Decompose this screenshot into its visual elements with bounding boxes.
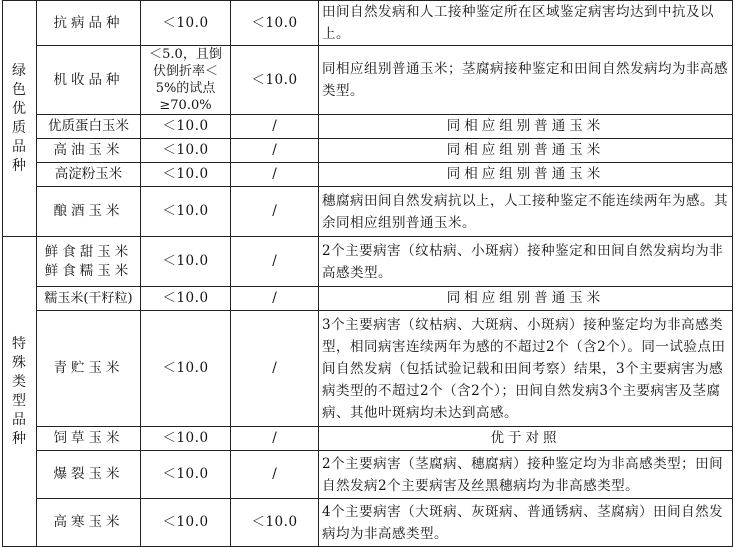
requirement-desc: 田间自然发病和人工接种鉴定所在区域鉴定病害均达到中抗及以上。 bbox=[319, 1, 733, 46]
table-row bbox=[3, 1, 733, 46]
variety-criteria-table bbox=[2, 0, 733, 547]
value-col1: ＜10.0 bbox=[141, 237, 231, 287]
table-row bbox=[3, 187, 733, 237]
requirement-desc: 同相应组别普通玉米 bbox=[319, 163, 733, 187]
variety-name-line: 鲜食甜玉米 bbox=[44, 243, 133, 260]
group-label-green: 绿色优质品种 bbox=[3, 1, 37, 237]
table-row bbox=[3, 163, 733, 187]
group-label-special: 特殊类型品种 bbox=[3, 237, 37, 547]
value-col1: ＜10.0 bbox=[141, 451, 231, 499]
requirement-desc: 同相应组别普通玉米 bbox=[319, 287, 733, 311]
variety-name bbox=[37, 237, 141, 287]
variety-name: 饲草玉米 bbox=[37, 427, 141, 451]
table-row bbox=[3, 499, 733, 547]
requirement-desc: 3个主要病害（纹枯病、大斑病、小斑病）接种鉴定均为非高感类型，相同病害连续两年为感的不超过2个（含2个）。同一试验点田间自然发病（包括试验记载和田间考察）结果，3个主要病害为感病类型的不超过2个（含2个）；田间自然发病3个主要病害及茎腐病、其他叶斑病均未达到高感。 bbox=[319, 311, 733, 427]
value-col2: ＜10.0 bbox=[231, 499, 319, 547]
value-col1: ＜10.0 bbox=[141, 139, 231, 163]
table-row bbox=[3, 287, 733, 311]
value-col1: ＜10.0 bbox=[141, 287, 231, 311]
requirement-desc: 同相应组别普通玉米 bbox=[319, 115, 733, 139]
variety-name: 青贮玉米 bbox=[37, 311, 141, 427]
variety-name: 高淀粉玉米 bbox=[37, 163, 141, 187]
value-col2: ＜10.0 bbox=[231, 1, 319, 46]
requirement-desc: 优于对照 bbox=[319, 427, 733, 451]
value-col1: ＜10.0 bbox=[141, 1, 231, 46]
value-col1: ＜10.0 bbox=[141, 427, 231, 451]
variety-name: 机收品种 bbox=[37, 46, 141, 115]
value-col2: / bbox=[231, 115, 319, 139]
variety-name: 爆裂玉米 bbox=[37, 451, 141, 499]
variety-name: 糯玉米(干籽粒) bbox=[37, 287, 141, 311]
value-col2: / bbox=[231, 287, 319, 311]
value-col2: / bbox=[231, 187, 319, 237]
variety-name: 抗病品种 bbox=[37, 1, 141, 46]
table-row bbox=[3, 451, 733, 499]
value-col1: ＜10.0 bbox=[141, 163, 231, 187]
requirement-desc: 同相应组别普通玉米；茎腐病接种鉴定和田间自然发病均为非高感类型。 bbox=[319, 46, 733, 115]
variety-name: 优质蛋白玉米 bbox=[37, 115, 141, 139]
requirement-desc: 同相应组别普通玉米 bbox=[319, 139, 733, 163]
value-col2: / bbox=[231, 427, 319, 451]
variety-name: 高寒玉米 bbox=[37, 499, 141, 547]
variety-name: 高油玉米 bbox=[37, 139, 141, 163]
value-col2: / bbox=[231, 237, 319, 287]
table-row bbox=[3, 115, 733, 139]
table-row bbox=[3, 237, 733, 287]
value-col1: ＜5.0，且倒伏倒折率＜5%的试点≥70.0% bbox=[141, 46, 231, 115]
requirement-desc: 4个主要病害（大斑病、灰斑病、普通锈病、茎腐病）田间自然发病均为非高感类型。 bbox=[319, 499, 733, 547]
table-row bbox=[3, 311, 733, 427]
value-col1: ＜10.0 bbox=[141, 187, 231, 237]
requirement-desc: 2个主要病害（纹枯病、小斑病）接种鉴定和田间自然发病均为非高感类型。 bbox=[319, 237, 733, 287]
value-col2: / bbox=[231, 163, 319, 187]
value-col2: / bbox=[231, 139, 319, 163]
requirement-desc: 2个主要病害（茎腐病、穗腐病）接种鉴定均为非高感类型；田间自然发病2个主要病害及丝黑穗病均为非高感类型。 bbox=[319, 451, 733, 499]
table-row bbox=[3, 427, 733, 451]
value-col1: ＜10.0 bbox=[141, 311, 231, 427]
variety-name: 酿酒玉米 bbox=[37, 187, 141, 237]
value-col2: / bbox=[231, 451, 319, 499]
value-col2: ＜10.0 bbox=[231, 46, 319, 115]
table-row bbox=[3, 139, 733, 163]
value-col1: ＜10.0 bbox=[141, 115, 231, 139]
value-col2: / bbox=[231, 311, 319, 427]
value-col1: ＜10.0 bbox=[141, 499, 231, 547]
table-row bbox=[3, 46, 733, 115]
requirement-desc: 穗腐病田间自然发病抗以上，人工接种鉴定不能连续两年为感。其余同相应组别普通玉米。 bbox=[319, 187, 733, 237]
variety-name-line: 鲜食糯玉米 bbox=[44, 262, 133, 279]
